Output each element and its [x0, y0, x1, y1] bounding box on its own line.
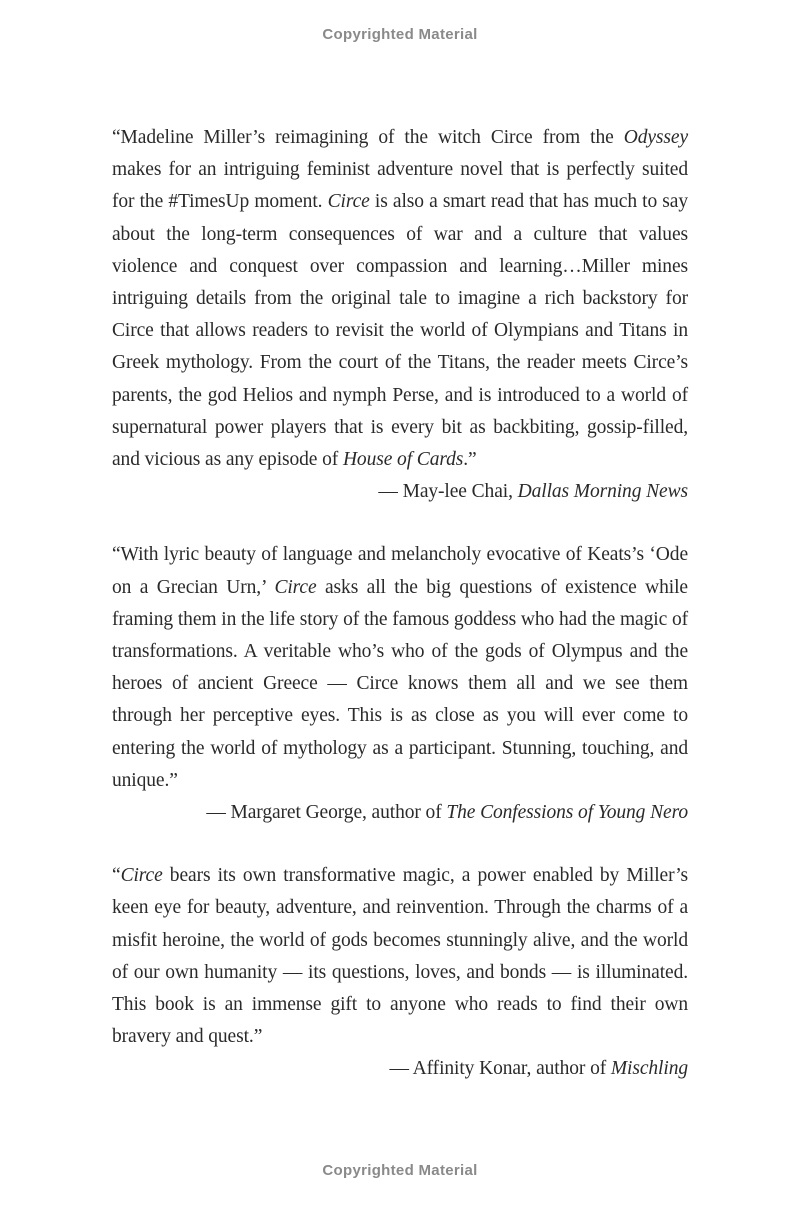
quote-attribution: — Margaret George, author of The Confessions of Young Nero: [206, 802, 688, 824]
quote-text: “With lyric beauty of language and melancholy evocative of Keats’s ‘Ode on a Grecian Urn,’ Circe asks all the big questions of existence while framing them in the life story of the famous goddess who had the magic of transformations. A veritable who’s who of the gods of Olympus and the heroes of ancient Greece — Circe knows them all and we see them through her perceptive eyes. This is as close as you will ever come to entering the world of mythology as a participant. Stunning, touching, and unique.”: [112, 544, 688, 791]
quote-text: “Madeline Miller’s reimagining of the witch Circe from the Odyssey makes for an intriguing feminist adventure novel that is perfectly suited for the #TimesUp moment. Circe is also a smart read that has much to say about the long-term consequences of war and a culture that values violence and conquest over compassion and learning…Miller mines intriguing details from the original tale to imagine a rich backstory for Circe that allows readers to revisit the world of Olympians and Titans in Greek mythology. From the court of the Titans, the reader meets Circe’s parents, the god Helios and nymph Perse, and is introduced to a world of supernatural power players that is every bit as backbiting, gossip-filled, and vicious as any episode of House of Cards.”: [112, 127, 688, 471]
copyright-notice-top: Copyrighted Material: [322, 26, 478, 43]
quote-text: “Circe bears its own transformative magic, a power enabled by Miller’s keen eye for beauty, adventure, and reinvention. Through the charms of a misfit heroine, the world of gods becomes stunningly alive, and the world of our own humanity — its questions, loves, and bonds — is illuminated. This book is an immense gift to anyone who reads to find their own bravery and quest.”: [112, 865, 688, 1048]
quote-attribution: — Affinity Konar, author of Mischling: [389, 1058, 688, 1080]
quote-attribution: — May-lee Chai, Dallas Morning News: [378, 481, 688, 503]
quote-block: [112, 860, 688, 1085]
praise-quotes-section: [112, 122, 688, 1117]
copyright-notice-bottom: Copyrighted Material: [322, 1162, 478, 1179]
quote-block: [112, 539, 688, 829]
quote-block: [112, 122, 688, 508]
